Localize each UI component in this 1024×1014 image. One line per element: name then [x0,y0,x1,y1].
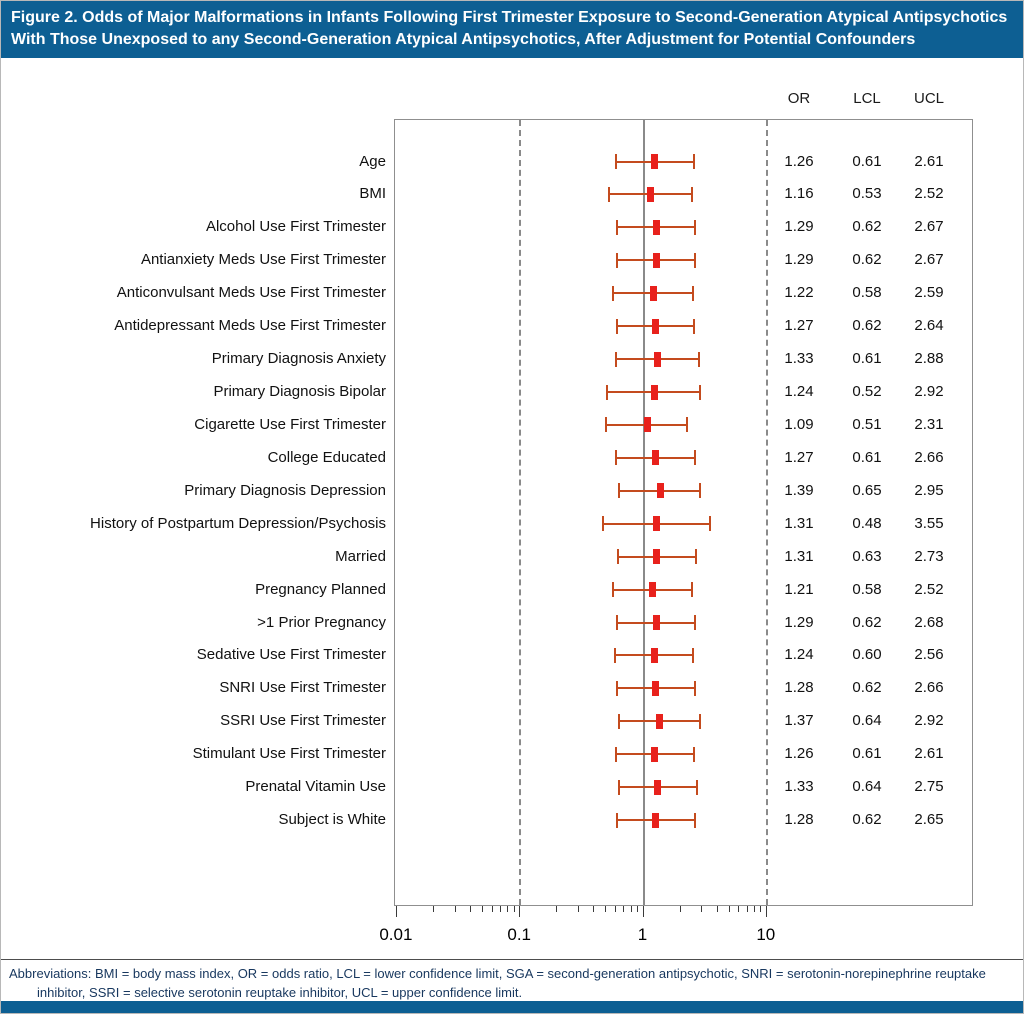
ucl-value: 2.66 [914,448,944,466]
axis-minor-tick [482,906,483,912]
ucl-value: 2.92 [914,712,944,730]
axis-minor-tick [605,906,606,912]
or-value: 1.09 [784,415,814,433]
ucl-value: 2.52 [914,185,944,203]
row-label: Primary Diagnosis Anxiety [211,350,386,368]
lcl-value: 0.65 [852,481,882,499]
axis-minor-tick [507,906,508,912]
lcl-value: 0.61 [852,745,882,763]
axis-minor-tick [738,906,739,912]
axis-minor-tick [514,906,515,912]
or-value: 1.27 [784,317,814,335]
reference-line-dashed [766,120,768,905]
or-value: 1.29 [784,218,814,236]
or-value: 1.26 [784,152,814,170]
lcl-value: 0.63 [852,547,882,565]
row-label: Subject is White [278,811,386,829]
axis-major-tick [519,906,520,917]
or-value: 1.24 [784,383,814,400]
row-label: Married [335,547,386,565]
axis-tick-label: 10 [756,925,776,944]
figure-title: Figure 2. Odds of Major Malformations in Infants Following First Trimester Exposure to Second-Generation Atypical Antipsychotics With Those Unexposed to any Second-Generation Atypical Antipsychotics, After Adjustment for Potential Confounders [11,9,1008,48]
or-value: 1.31 [784,547,814,565]
ucl-value: 2.56 [914,646,944,664]
ucl-value: 2.67 [914,251,944,269]
row-label: Antianxiety Meds Use First Trimester [140,251,386,269]
lcl-value: 0.64 [852,778,882,796]
or-value: 1.27 [784,448,814,466]
lcl-value: 0.61 [852,152,882,170]
ucl-value: 3.55 [914,514,944,532]
plot-area [394,119,973,906]
lcl-value: 0.61 [852,350,882,368]
ucl-value: 2.52 [914,580,944,598]
axis-minor-tick [556,906,557,912]
axis-minor-tick [623,906,624,912]
lcl-value: 0.62 [852,251,882,269]
ucl-value: 2.88 [914,350,944,368]
row-label: History of Postpartum Depression/Psychosis [90,514,386,532]
ucl-value: 2.59 [914,284,944,302]
ucl-value: 2.61 [914,745,944,763]
or-value: 1.22 [784,284,814,302]
axis-minor-tick [717,906,718,912]
or-value: 1.39 [784,481,814,499]
axis-minor-tick [637,906,638,912]
or-value: 1.33 [784,778,814,796]
lcl-value: 0.62 [852,317,882,335]
lcl-value: 0.60 [852,646,882,664]
axis-tick-label: 1 [637,925,648,944]
axis-minor-tick [492,906,493,912]
axis-minor-tick [593,906,594,912]
row-label: SNRI Use First Trimester [219,679,386,697]
or-value: 1.26 [784,745,814,763]
axis-minor-tick [455,906,456,912]
axis-minor-tick [754,906,755,912]
or-value: 1.29 [784,613,814,631]
row-label: College Educated [267,448,386,466]
ucl-value: 2.64 [914,317,944,335]
or-value: 1.29 [784,251,814,269]
row-label: Primary Diagnosis Bipolar [213,383,386,400]
lcl-value: 0.62 [852,613,882,631]
axis-minor-tick [680,906,681,912]
axis-major-tick [643,906,644,917]
lcl-value: 0.62 [852,811,882,829]
row-label: >1 Prior Pregnancy [257,613,386,631]
or-value: 1.31 [784,514,814,532]
or-value: 1.28 [784,811,814,829]
ucl-value: 2.92 [914,383,944,400]
axis-minor-tick [578,906,579,912]
row-label: Antidepressant Meds Use First Trimester [114,317,386,335]
axis-minor-tick [747,906,748,912]
axis-minor-tick [701,906,702,912]
bottom-accent-bar [1,1001,1023,1013]
ucl-value: 2.75 [914,778,944,796]
or-value: 1.21 [784,580,814,598]
axis-major-tick [396,906,397,917]
column-header-or: OR [787,90,811,107]
lcl-value: 0.62 [852,679,882,697]
axis-major-tick [766,906,767,917]
ucl-value: 2.65 [914,811,944,829]
lcl-value: 0.61 [852,448,882,466]
lcl-value: 0.64 [852,712,882,730]
lcl-value: 0.51 [852,415,882,433]
column-header-ucl: UCL [913,90,944,107]
lcl-value: 0.52 [852,383,882,400]
row-label: Cigarette Use First Trimester [194,415,386,433]
row-label: Stimulant Use First Trimester [192,745,386,763]
ucl-value: 2.66 [914,679,944,697]
or-value: 1.28 [784,679,814,697]
lcl-value: 0.58 [852,284,882,302]
figure-header [1,1,1023,58]
reference-line-dashed [519,120,521,905]
axis-tick-label: 0.1 [507,925,531,944]
row-label: Anticonvulsant Meds Use First Trimester [116,284,386,302]
row-label: Alcohol Use First Trimester [205,218,386,236]
axis-minor-tick [470,906,471,912]
row-label: SSRI Use First Trimester [220,712,386,730]
abbreviations-note: Abbreviations: BMI = body mass index, OR = odds ratio, LCL = lower confidence limit, SGA = second-generation antipsychotic, SNRI = serotonin-norepinephrine reuptake inhibitor, SSRI = selective serotonin reuptake inhibitor, UCL = upper confidence limit. [9,966,986,1000]
or-value: 1.33 [784,350,814,368]
ucl-value: 2.67 [914,218,944,236]
axis-minor-tick [433,906,434,912]
ucl-value: 2.68 [914,613,944,631]
ucl-value: 2.61 [914,152,944,170]
axis-minor-tick [615,906,616,912]
or-value: 1.24 [784,646,814,664]
axis-minor-tick [500,906,501,912]
reference-line-solid [643,120,645,905]
row-label: Sedative Use First Trimester [196,646,386,664]
lcl-value: 0.58 [852,580,882,598]
row-label: BMI [359,185,386,203]
axis-minor-tick [760,906,761,912]
or-value: 1.37 [784,712,814,730]
row-label: Age [359,152,386,170]
axis-minor-tick [631,906,632,912]
row-label: Prenatal Vitamin Use [245,778,386,796]
axis-minor-tick [729,906,730,912]
row-label: Pregnancy Planned [255,580,386,598]
ucl-value: 2.31 [914,415,944,433]
or-value: 1.16 [784,185,814,203]
lcl-value: 0.53 [852,185,882,203]
ucl-value: 2.95 [914,481,944,499]
ucl-value: 2.73 [914,547,944,565]
row-label: Primary Diagnosis Depression [184,481,386,499]
lcl-value: 0.48 [852,514,882,532]
footer-divider [1,959,1023,960]
column-header-lcl: LCL [853,90,881,107]
lcl-value: 0.62 [852,218,882,236]
axis-tick-label: 0.01 [379,925,413,944]
